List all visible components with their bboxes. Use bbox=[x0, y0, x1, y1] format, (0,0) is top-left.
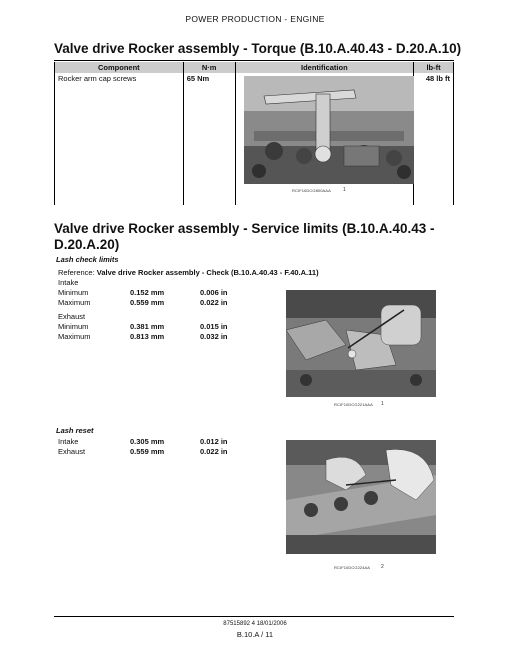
rocker-torque-photo bbox=[244, 76, 414, 184]
reference-label: Reference: bbox=[58, 268, 95, 277]
figure-code: RCIF10DCG221AAA bbox=[334, 402, 373, 407]
lbft-cell: 48 lb ft bbox=[414, 73, 454, 205]
spec-mm: 0.559 mm bbox=[130, 298, 165, 307]
column-header-component: Component bbox=[55, 62, 184, 73]
spec-label: Minimum bbox=[58, 288, 89, 297]
exhaust-limits bbox=[58, 312, 278, 342]
spec-mm: 0.813 mm bbox=[130, 332, 165, 341]
lash-check-heading: Lash check limits bbox=[56, 255, 119, 264]
column-header-lbft: lb-ft bbox=[414, 62, 454, 73]
lash-reset-photo bbox=[286, 440, 436, 554]
table-row bbox=[58, 298, 278, 308]
lash-check-photo bbox=[286, 290, 436, 397]
spec-label: Intake bbox=[58, 437, 79, 446]
spec-mm: 0.559 mm bbox=[130, 447, 165, 456]
spec-in: 0.022 in bbox=[200, 447, 228, 456]
footer-divider bbox=[54, 616, 454, 617]
exhaust-label: Exhaust bbox=[58, 312, 86, 321]
figure-code: RCIF10DCG800AAA bbox=[292, 188, 331, 193]
spec-mm: 0.152 mm bbox=[130, 288, 165, 297]
spec-mm: 0.381 mm bbox=[130, 322, 165, 331]
page-header: POWER PRODUCTION - ENGINE bbox=[185, 14, 325, 24]
figure-number: 1 bbox=[343, 187, 346, 193]
intake-limits bbox=[58, 278, 278, 308]
column-header-nm: N·m bbox=[183, 62, 235, 73]
spec-in: 0.012 in bbox=[200, 437, 228, 446]
spec-label: Minimum bbox=[58, 322, 89, 331]
spec-in: 0.032 in bbox=[200, 332, 228, 341]
table-row bbox=[58, 437, 278, 447]
spec-in: 0.015 in bbox=[200, 322, 228, 331]
footer-page-number: B.10.A / 11 bbox=[236, 630, 274, 639]
spec-mm: 0.305 mm bbox=[130, 437, 165, 446]
intake-label: Intake bbox=[58, 278, 79, 287]
torque-table-header bbox=[55, 62, 454, 73]
spec-label: Maximum bbox=[58, 298, 91, 307]
table-row bbox=[58, 288, 278, 298]
spec-label: Maximum bbox=[58, 332, 91, 341]
nm-cell: 65 Nm bbox=[183, 73, 235, 205]
component-cell: Rocker arm cap screws bbox=[55, 73, 184, 205]
title-divider bbox=[54, 60, 454, 61]
service-section-title: Valve drive Rocker assembly - Service limits (B.10.A.40.43 - D.20.A.20) bbox=[54, 221, 435, 252]
figure-code: RCIF10DCG224AA bbox=[334, 565, 371, 570]
spec-in: 0.006 in bbox=[200, 288, 228, 297]
footer-doc-number: 87515892 4 18/01/2006 bbox=[223, 621, 287, 627]
table-row bbox=[58, 322, 278, 332]
column-header-identification: Identification bbox=[235, 62, 414, 73]
figure-number: 1 bbox=[381, 401, 384, 407]
table-row bbox=[58, 332, 278, 342]
reference-link[interactable]: Valve drive Rocker assembly - Check (B.10.A.40.43 - F.40.A.11) bbox=[96, 268, 319, 277]
figure-number: 2 bbox=[381, 564, 384, 570]
table-row bbox=[58, 447, 278, 457]
torque-section-title: Valve drive Rocker assembly - Torque (B.10.A.40.43 - D.20.A.10) bbox=[54, 41, 462, 56]
reference-line bbox=[58, 268, 319, 277]
lash-reset-heading: Lash reset bbox=[56, 426, 94, 435]
spec-label: Exhaust bbox=[58, 447, 86, 456]
spec-in: 0.022 in bbox=[200, 298, 228, 307]
lash-reset-values bbox=[58, 437, 278, 457]
